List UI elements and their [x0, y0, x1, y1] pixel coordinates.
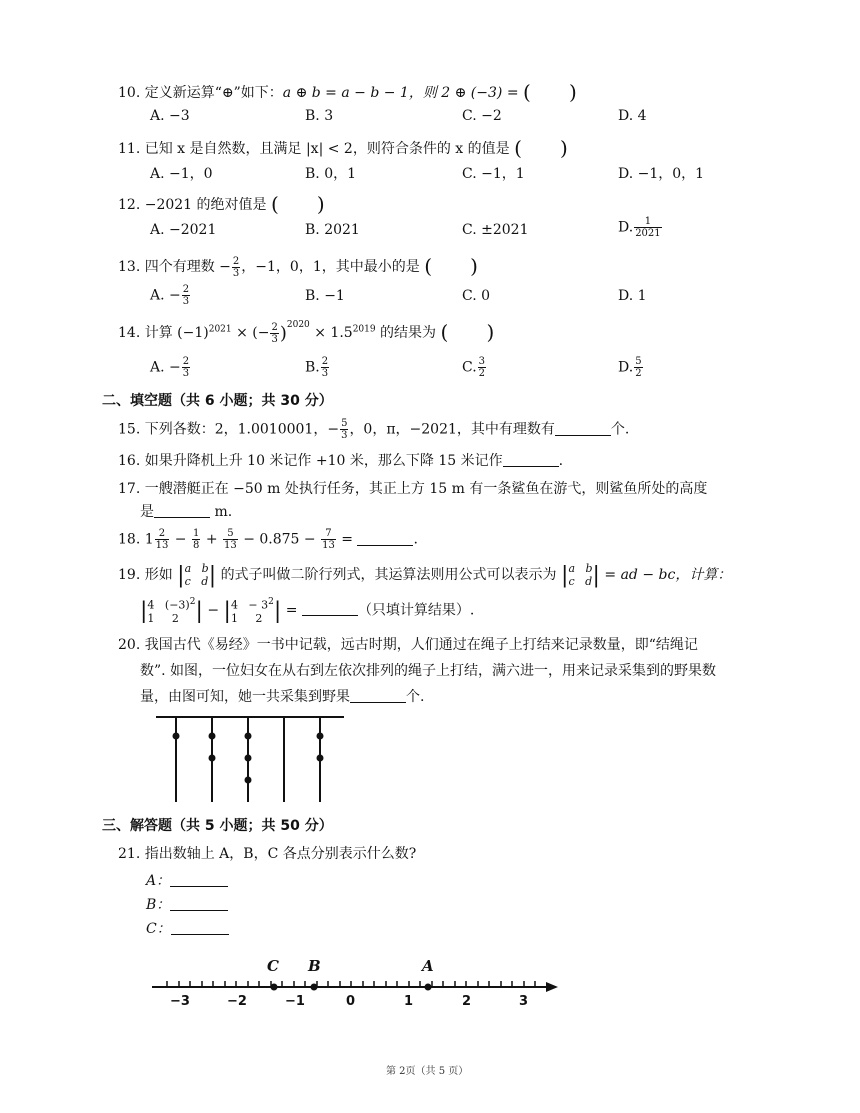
tick-label: −1 [285, 994, 305, 1009]
q13-stem: 13. 四个有理数 − $\frac{2}{3}$ ，−1，0，1，其中最小的是 ( ) [118, 254, 478, 279]
tick-label: 3 [519, 994, 529, 1009]
q14-option-d: D. $\frac{5}{2}$ [618, 356, 642, 379]
q14-stem: 14. 计算 $(-1)^{2021}$ × (− $\frac{2}{3}$ )$^{2020} \times 1.5^{2019}$ 的结果为 ( ) [118, 320, 495, 345]
q12-stem: 12. −2021 的绝对值是 ( ) [118, 192, 325, 216]
q11-option-d: D. −1，0，1 [618, 166, 705, 182]
q12-option-b: B. 2021 [305, 222, 360, 238]
answer-blank[interactable] [350, 690, 406, 703]
q12-option-d: D. $\frac{1}{2021}$ [618, 216, 661, 239]
q10-stem: 10. 定义新运算“⊕”如下：a ⊕ b = a − b − 1，则 2 ⊕ (−3) = ( ) [118, 80, 577, 104]
tick-label: −3 [170, 994, 190, 1009]
q21-answer-b: B： [146, 894, 228, 914]
q19-line2: |4 $(-3)^2$ 1 2 | − $|4 - 3^2$ 1 2 | = （只填计算结果）. [140, 597, 475, 625]
q13-option-d: D. 1 [618, 288, 647, 304]
answer-blank[interactable] [503, 454, 559, 467]
q10-option-a: A. −3 [150, 108, 190, 124]
q21-stem: 21. 指出数轴上 A，B，C 各点分别表示什么数? [118, 846, 417, 862]
tick-label: 2 [462, 994, 472, 1009]
q12-option-c: C. ±2021 [462, 222, 529, 238]
q16-stem: 16. 如果升降机上升 10 米记作 +10 米，那么下降 15 米记作 . [118, 453, 564, 469]
q20-line1: 20. 我国古代《易经》一书中记载，远古时期，人们通过在绳子上打结来记录数量，即“结绳记 [118, 637, 698, 653]
q10-option-c: C. −2 [462, 108, 502, 124]
tick-label: −2 [227, 994, 247, 1009]
arrow-right-icon [546, 982, 558, 992]
point-c [271, 984, 278, 991]
q15-stem: 15. 下列各数：2，1.0010001，− $\frac{5}{3}$ ，0，π，−2021，其中有理数有 个. [118, 418, 630, 441]
label-b: B [308, 957, 321, 975]
tick-label: 0 [346, 994, 356, 1009]
section-title-answers: 三、解答题（共 5 小题；共 50 分） [102, 818, 333, 834]
answer-blank[interactable] [171, 922, 229, 935]
point-b [311, 984, 318, 991]
label-c: C [267, 957, 279, 975]
answer-blank[interactable] [170, 898, 228, 911]
q20-line3: 量，由图可知，她一共采集到野果 个. [140, 689, 425, 705]
answer-blank[interactable] [302, 603, 358, 616]
q13-option-c: C. 0 [462, 288, 491, 304]
q14-option-c: C. $\frac{3}{2}$ [462, 356, 486, 379]
section-title-fill-blank: 二、填空题（共 6 小题；共 30 分） [102, 393, 333, 409]
q17-line2: 是 m. [140, 504, 233, 520]
q21-answer-a: A： [146, 870, 228, 890]
q10-option-d: D. 4 [618, 108, 647, 124]
tick-label: 1 [404, 994, 414, 1009]
page-footer: 第 2页（共 5 页） [386, 1066, 469, 1077]
number-line-figure [148, 950, 563, 1010]
q17-line1: 17. 一艘潜艇正在 −50 m 处执行任务，其正上方 15 m 有一条鲨鱼在游弋，则鲨鱼所处的高度 [118, 481, 708, 497]
q19-line1: 19. 形如 |a b c d| 的式子叫做二阶行列式，其运算法则用公式可以表示为 |a b c d| = ad − bc，计算： [118, 562, 732, 588]
q21-answer-c: C： [146, 918, 229, 938]
q11-option-b: B. 0，1 [305, 166, 357, 182]
q10-option-b: B. 3 [305, 108, 334, 124]
answer-paren: ( ) [523, 80, 577, 104]
q12-option-a: A. −2021 [150, 222, 217, 238]
q13-option-b: B. −1 [305, 288, 345, 304]
answer-blank[interactable] [357, 533, 413, 546]
answer-blank[interactable] [555, 423, 611, 436]
label-a: A [422, 957, 434, 975]
q13-option-a: A. − $\frac{2}{3}$ [150, 284, 190, 307]
knot-rope-figure [150, 710, 350, 806]
q14-option-b: B. $\frac{2}{3}$ [305, 356, 329, 379]
answer-blank[interactable] [154, 505, 210, 518]
point-a [425, 984, 432, 991]
q20-line2: 数”. 如图，一位妇女在从右到左依次排列的绳子上打结，满六进一，用来记录采集到的野果数 [140, 663, 717, 679]
q18-stem: 18. 1 $\frac{2}{13}$ − $\frac{1}{8}$ + $\frac{5}{13}$ − 0.875 − $\frac{7}{13}$ = . [118, 528, 418, 551]
q11-stem: 11. 已知 x 是自然数，且满足 |x| < 2，则符合条件的 x 的值是 ( ) [118, 136, 568, 160]
answer-blank[interactable] [170, 874, 228, 887]
q11-option-c: C. −1，1 [462, 166, 525, 182]
q14-option-a: A. − $\frac{2}{3}$ [150, 356, 190, 379]
q11-option-a: A. −1，0 [150, 166, 213, 182]
